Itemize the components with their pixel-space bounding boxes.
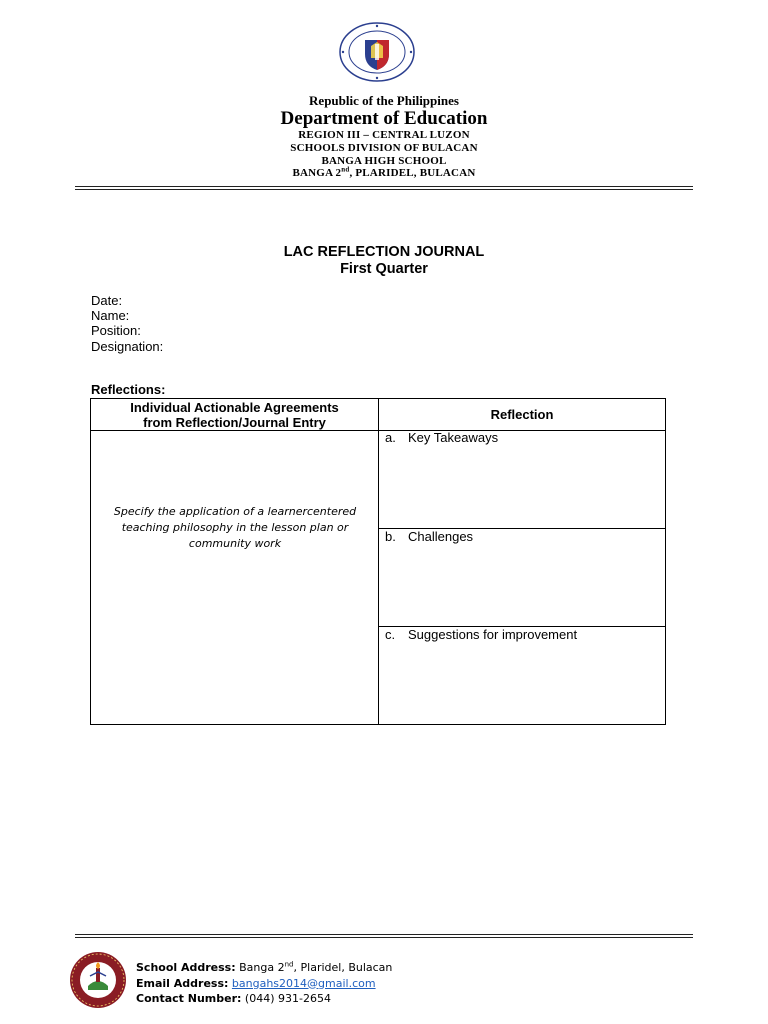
address-suffix: , PLARIDEL, BULACAN xyxy=(349,167,476,179)
item-letter: c. xyxy=(385,627,396,642)
designation-label: Designation: xyxy=(91,338,164,354)
reflection-item-suggestions xyxy=(385,627,577,642)
footer-school-address xyxy=(136,960,392,976)
item-label: Challenges xyxy=(408,529,474,544)
address-prefix: BANGA 2 xyxy=(292,167,342,179)
email-label: Email Address: xyxy=(136,976,229,990)
item-label: Key Takeaways xyxy=(408,430,499,445)
item-label: Suggestions for improvement xyxy=(408,627,578,642)
column-header-agreements-line2: from Reflection/Journal Entry xyxy=(143,414,326,430)
republic-line: Republic of the Philippines xyxy=(309,93,459,108)
column-header-reflection: Reflection xyxy=(490,407,554,422)
department-name: Department of Education xyxy=(280,108,488,129)
document-subtitle: First Quarter xyxy=(340,261,428,277)
date-label: Date: xyxy=(91,293,123,308)
division-line: SCHOOLS DIVISION OF BULACAN xyxy=(290,142,478,154)
deped-seal-logo xyxy=(338,22,416,82)
email-link[interactable]: bangahs2014@gmail.com xyxy=(231,976,376,990)
position-label: Position: xyxy=(91,323,141,339)
name-label: Name: xyxy=(91,308,130,324)
reflection-table xyxy=(90,398,666,725)
item-letter: a. xyxy=(385,430,396,445)
reflection-item-key-takeaways xyxy=(385,430,498,445)
item-letter: b. xyxy=(385,529,396,544)
info-fields xyxy=(91,293,163,354)
column-header-agreements xyxy=(91,399,378,430)
reflections-label: Reflections: xyxy=(91,382,166,397)
school-address-suffix: , Plaridel, Bulacan xyxy=(293,961,393,974)
school-address-prefix: Banga 2 xyxy=(235,961,285,974)
school-name: BANGA HIGH SCHOOL xyxy=(321,155,447,167)
reflection-item-challenges xyxy=(385,529,473,544)
contact-number: (044) 931-2654 xyxy=(241,992,331,1005)
contact-label: Contact Number: xyxy=(136,992,242,1005)
footer-email xyxy=(136,976,392,992)
agreements-instruction: Specify the application of a learnercentered teaching philosophy in the lesson plan or community work xyxy=(113,505,357,550)
school-logo xyxy=(66,950,130,1010)
school-address-label: School Address: xyxy=(136,961,236,974)
footer-contact-info xyxy=(136,960,392,1007)
footer-divider xyxy=(75,934,693,935)
school-address-header xyxy=(0,167,768,179)
column-header-agreements-line1: Individual Actionable Agreements xyxy=(130,399,339,415)
header-divider xyxy=(75,186,693,187)
school-address-sup: nd xyxy=(284,960,294,969)
region-line: REGION III – CENTRAL LUZON xyxy=(298,129,470,141)
footer-contact xyxy=(136,991,392,1007)
document-title: LAC REFLECTION JOURNAL xyxy=(283,244,485,260)
header-row-divider xyxy=(91,430,665,431)
address-sup: nd xyxy=(341,165,350,174)
column-divider xyxy=(378,399,379,724)
